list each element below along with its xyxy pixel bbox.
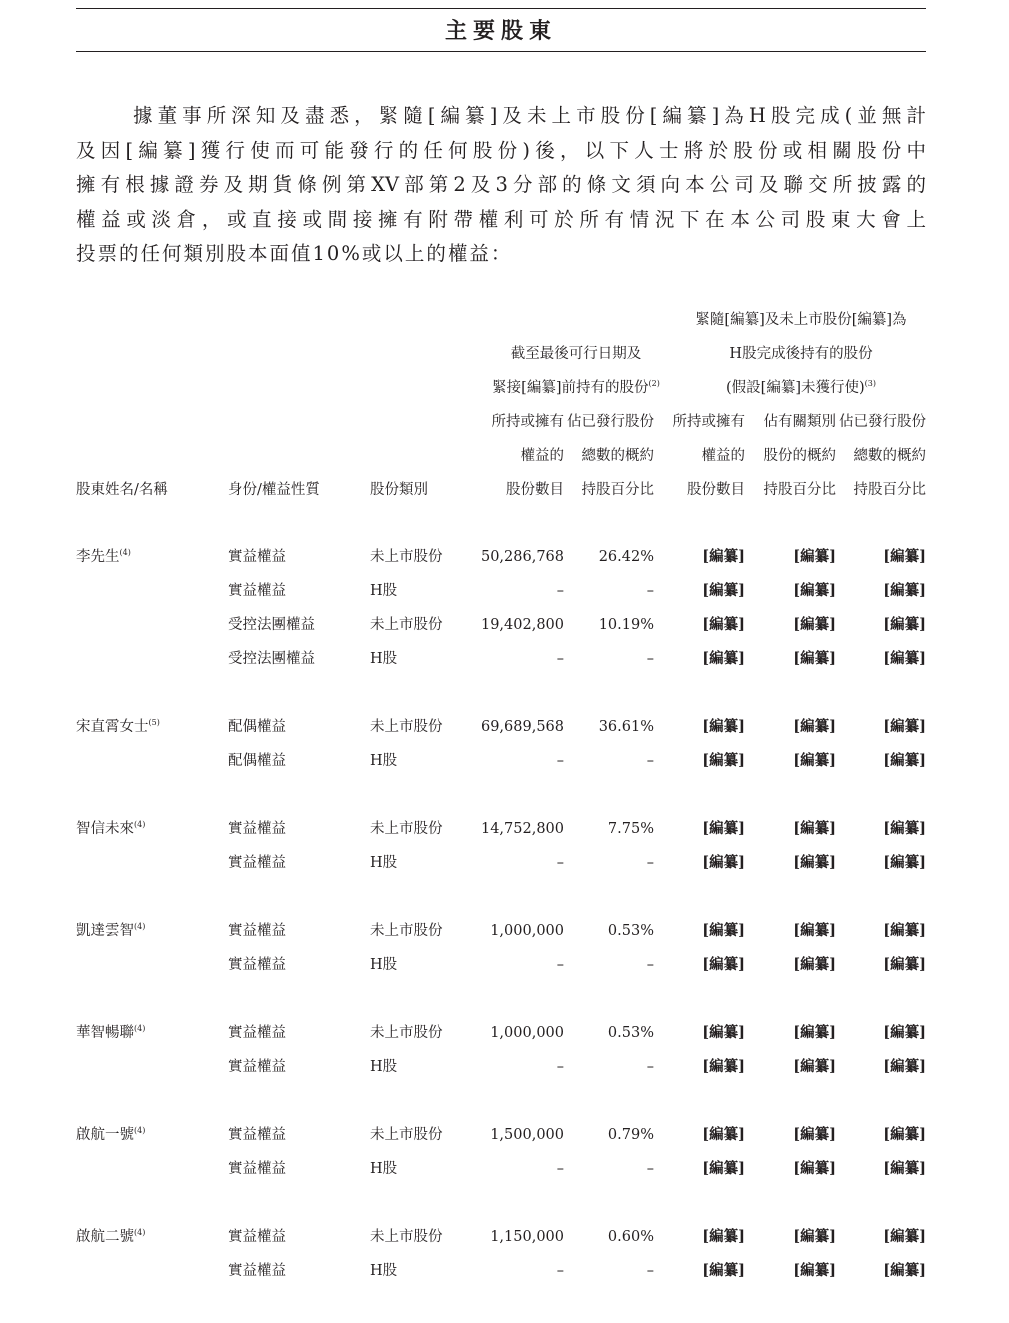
shareholder-name (76, 922, 145, 940)
capacity-cell: 實益權益 (228, 1161, 286, 1177)
redacted-pct-class-cell: [編纂] (793, 582, 836, 599)
share-class-cell: H股 (370, 855, 398, 871)
share-class-cell: H股 (370, 753, 398, 769)
col-header-line: 股份數目 (506, 482, 564, 498)
shares-before-cell: – (556, 1059, 564, 1075)
capacity-cell: 實益權益 (228, 583, 286, 599)
redacted-pct-class-cell: [編纂] (793, 922, 836, 939)
redacted-shares-after-cell: [編纂] (702, 650, 745, 667)
redacted-shares-after-cell: [編纂] (702, 616, 745, 633)
redacted-shares-after-cell: [編纂] (702, 1262, 745, 1279)
col-header-line: 權益的 (520, 448, 564, 464)
redacted-pct-class-cell: [編纂] (793, 820, 836, 837)
redacted-pct-total-cell: [編纂] (883, 1058, 926, 1075)
redacted-pct-total-cell: [編纂] (883, 854, 926, 871)
shareholder-name-text: 啟航一號 (76, 1127, 134, 1143)
col-header-line: 佔已發行股份 (567, 414, 654, 430)
shareholder-name (76, 820, 145, 838)
intro-line: 據董事所深知及盡悉，緊隨[編纂]及未上市股份[編纂]為H股完成(並無計 (133, 104, 926, 127)
intro-line: 及因[編纂]獲行使而可能發行的任何股份)後，以下人士將於股份或相關股份中 (76, 138, 926, 162)
top-rule (76, 8, 926, 9)
redacted-pct-total-cell: [編纂] (883, 1160, 926, 1177)
redacted-shares-after-cell: [編纂] (702, 922, 745, 939)
shareholder-name (76, 1228, 145, 1246)
redacted-pct-class-cell: [編纂] (793, 956, 836, 973)
col-header-shares-after (660, 413, 745, 515)
col-header-line: 總數的概約 (581, 448, 654, 464)
col-header-line: 權益的 (701, 448, 745, 464)
share-class-cell: 未上市股份 (370, 1229, 443, 1245)
shares-before-cell: – (556, 1161, 564, 1177)
redacted-pct-total-cell: [編纂] (883, 582, 926, 599)
capacity-cell: 實益權益 (228, 1059, 286, 1075)
redacted-pct-total-cell: [編纂] (883, 1126, 926, 1143)
footnote-ref: (3) (864, 379, 876, 389)
redacted-pct-class-cell: [編纂] (793, 1262, 836, 1279)
group-header-after (676, 311, 926, 413)
group-before-line (490, 379, 662, 413)
redacted-pct-total-cell: [編纂] (883, 548, 926, 565)
redacted-pct-class-cell: [編纂] (793, 752, 836, 769)
share-class-cell: H股 (370, 651, 398, 667)
footnote-ref: (4) (134, 820, 146, 830)
pct-before-cell: – (646, 651, 654, 667)
group-after-line: 緊隨[編纂]及未上市股份[編纂]為 (695, 312, 907, 328)
redacted-pct-total-cell: [編纂] (883, 1024, 926, 1041)
pct-before-cell: – (646, 1263, 654, 1279)
col-header-line: 持股百分比 (581, 482, 654, 498)
title-underline (76, 51, 926, 52)
shares-before-cell: 1,000,000 (490, 1025, 564, 1041)
group-after-line (676, 379, 926, 413)
redacted-pct-class-cell: [編纂] (793, 1058, 836, 1075)
redacted-shares-after-cell: [編纂] (702, 582, 745, 599)
shares-before-cell: 69,689,568 (480, 719, 564, 735)
footnote-ref: (4) (134, 1024, 146, 1034)
shareholder-name-text: 李先生 (76, 549, 120, 565)
redacted-shares-after-cell: [編纂] (702, 548, 745, 565)
shares-before-cell: 19,402,800 (480, 617, 564, 633)
shares-before-cell: 50,286,768 (480, 549, 564, 565)
group-after-line: H股完成後持有的股份 (729, 346, 873, 362)
redacted-pct-total-cell: [編纂] (883, 922, 926, 939)
capacity-cell: 實益權益 (228, 1127, 286, 1143)
redacted-shares-after-cell: [編纂] (702, 1024, 745, 1041)
redacted-pct-class-cell: [編纂] (793, 1024, 836, 1041)
shares-before-cell: 1,000,000 (490, 923, 564, 939)
footnote-ref: (4) (119, 548, 131, 558)
intro-paragraph (76, 99, 926, 272)
pct-before-cell: 0.53% (607, 923, 654, 939)
group-header-before (490, 345, 662, 413)
col-header-line: 佔已發行股份 (839, 414, 926, 430)
redacted-pct-total-cell: [編纂] (883, 650, 926, 667)
redacted-pct-total-cell: [編纂] (883, 752, 926, 769)
group-before-line2: 緊接[編纂]前持有的股份 (492, 380, 649, 396)
redacted-shares-after-cell: [編纂] (702, 854, 745, 871)
share-class-cell: 未上市股份 (370, 1025, 443, 1041)
pct-before-cell: 0.60% (607, 1229, 654, 1245)
shareholder-name-text: 凱達雲智 (76, 923, 134, 939)
shareholder-name-text: 智信未來 (76, 821, 134, 837)
share-class-cell: H股 (370, 957, 398, 973)
share-class-cell: 未上市股份 (370, 719, 443, 735)
capacity-cell: 實益權益 (228, 855, 286, 871)
intro-line: 投票的任何類別股本面值10%或以上的權益： (76, 242, 513, 266)
redacted-pct-total-cell: [編纂] (883, 956, 926, 973)
pct-before-cell: 26.42% (598, 549, 654, 565)
pct-before-cell: 10.19% (598, 617, 654, 633)
capacity-cell: 實益權益 (228, 1025, 286, 1041)
shares-before-cell: 14,752,800 (480, 821, 564, 837)
redacted-pct-class-cell: [編纂] (793, 1228, 836, 1245)
redacted-shares-after-cell: [編纂] (702, 820, 745, 837)
pct-before-cell: – (646, 753, 654, 769)
footnote-ref: (5) (148, 718, 160, 728)
redacted-shares-after-cell: [編纂] (702, 1228, 745, 1245)
capacity-cell: 實益權益 (228, 957, 286, 973)
shareholder-name-text: 宋直霄女士 (76, 719, 149, 735)
redacted-pct-total-cell: [編纂] (883, 718, 926, 735)
share-class-cell: 未上市股份 (370, 1127, 443, 1143)
redacted-pct-total-cell: [編纂] (883, 1228, 926, 1245)
col-header-pct-after (832, 413, 926, 515)
col-header-name: 股東姓名/名稱 (76, 482, 168, 498)
redacted-shares-after-cell: [編纂] (702, 1160, 745, 1177)
pct-before-cell: – (646, 855, 654, 871)
pct-before-cell: 0.79% (607, 1127, 654, 1143)
col-header-pct-class (750, 413, 836, 515)
shareholder-name (76, 1126, 145, 1144)
share-class-cell: H股 (370, 1059, 398, 1075)
redacted-shares-after-cell: [編纂] (702, 718, 745, 735)
capacity-cell: 實益權益 (228, 1229, 286, 1245)
col-header-line: 佔有關類別 (763, 414, 836, 430)
footnote-ref: (2) (648, 379, 660, 389)
footnote-ref: (4) (134, 1228, 146, 1238)
col-header-shares-before (480, 413, 564, 515)
shareholder-name (76, 718, 160, 736)
redacted-pct-class-cell: [編纂] (793, 718, 836, 735)
shares-before-cell: – (556, 753, 564, 769)
capacity-cell: 實益權益 (228, 1263, 286, 1279)
share-class-cell: 未上市股份 (370, 549, 443, 565)
col-header-line: 所持或擁有 (672, 414, 745, 430)
shareholder-name (76, 1024, 145, 1042)
footnote-ref: (4) (134, 922, 146, 932)
intro-line: 擁有根據證券及期貨條例第XV部第2及3分部的條文須向本公司及聯交所披露的 (76, 173, 926, 197)
col-header-pct-before (560, 413, 654, 515)
pct-before-cell: – (646, 957, 654, 973)
intro-line: 權益或淡倉，或直接或間接擁有附帶權利可於所有情況下在本公司股東大會上 (76, 207, 926, 231)
pct-before-cell: – (646, 1059, 654, 1075)
pct-before-cell: 36.61% (598, 719, 654, 735)
capacity-cell: 配偶權益 (228, 719, 286, 735)
group-before-line: 截至最後可行日期及 (510, 346, 642, 362)
shareholder-name-text: 啟航二號 (76, 1229, 134, 1245)
redacted-shares-after-cell: [編纂] (702, 1058, 745, 1075)
share-class-cell: H股 (370, 1161, 398, 1177)
pct-before-cell: – (646, 583, 654, 599)
capacity-cell: 實益權益 (228, 549, 286, 565)
col-header-line: 總數的概約 (853, 448, 926, 464)
shares-before-cell: 1,150,000 (490, 1229, 564, 1245)
col-header-line: 持股百分比 (763, 482, 836, 498)
shares-before-cell: – (556, 583, 564, 599)
group-after-line3: (假設[編纂]未獲行使) (726, 380, 865, 396)
shareholder-name-text: 華智暢聯 (76, 1025, 134, 1041)
shareholder-name (76, 548, 131, 566)
share-class-cell: H股 (370, 583, 398, 599)
pct-before-cell: 0.53% (607, 1025, 654, 1041)
capacity-cell: 受控法團權益 (228, 651, 315, 667)
redacted-pct-class-cell: [編纂] (793, 1160, 836, 1177)
redacted-pct-total-cell: [編纂] (883, 616, 926, 633)
redacted-pct-total-cell: [編纂] (883, 820, 926, 837)
redacted-pct-class-cell: [編纂] (793, 1126, 836, 1143)
col-header-class: 股份類別 (370, 482, 428, 498)
capacity-cell: 實益權益 (228, 923, 286, 939)
pct-before-cell: 7.75% (607, 821, 654, 837)
redacted-shares-after-cell: [編纂] (702, 752, 745, 769)
capacity-cell: 受控法團權益 (228, 617, 315, 633)
share-class-cell: 未上市股份 (370, 923, 443, 939)
shares-before-cell: – (556, 1263, 564, 1279)
pct-before-cell: – (646, 1161, 654, 1177)
redacted-pct-class-cell: [編纂] (793, 548, 836, 565)
redacted-pct-class-cell: [編纂] (793, 854, 836, 871)
footnote-ref: (4) (134, 1126, 146, 1136)
col-header-line: 股份數目 (687, 482, 745, 498)
shares-before-cell: – (556, 855, 564, 871)
share-class-cell: 未上市股份 (370, 617, 443, 633)
share-class-cell: H股 (370, 1263, 398, 1279)
capacity-cell: 配偶權益 (228, 753, 286, 769)
shares-before-cell: – (556, 957, 564, 973)
shares-before-cell: 1,500,000 (490, 1127, 564, 1143)
redacted-shares-after-cell: [編纂] (702, 956, 745, 973)
share-class-cell: 未上市股份 (370, 821, 443, 837)
redacted-pct-total-cell: [編纂] (883, 1262, 926, 1279)
col-header-line: 所持或擁有 (491, 414, 564, 430)
page-title: 主要股東 (444, 19, 557, 44)
redacted-pct-class-cell: [編纂] (793, 616, 836, 633)
redacted-shares-after-cell: [編纂] (702, 1126, 745, 1143)
col-header-line: 持股百分比 (853, 482, 926, 498)
col-header-capacity: 身份/權益性質 (228, 482, 320, 498)
capacity-cell: 實益權益 (228, 821, 286, 837)
col-header-line: 股份的概約 (763, 448, 836, 464)
shares-before-cell: – (556, 651, 564, 667)
redacted-pct-class-cell: [編纂] (793, 650, 836, 667)
